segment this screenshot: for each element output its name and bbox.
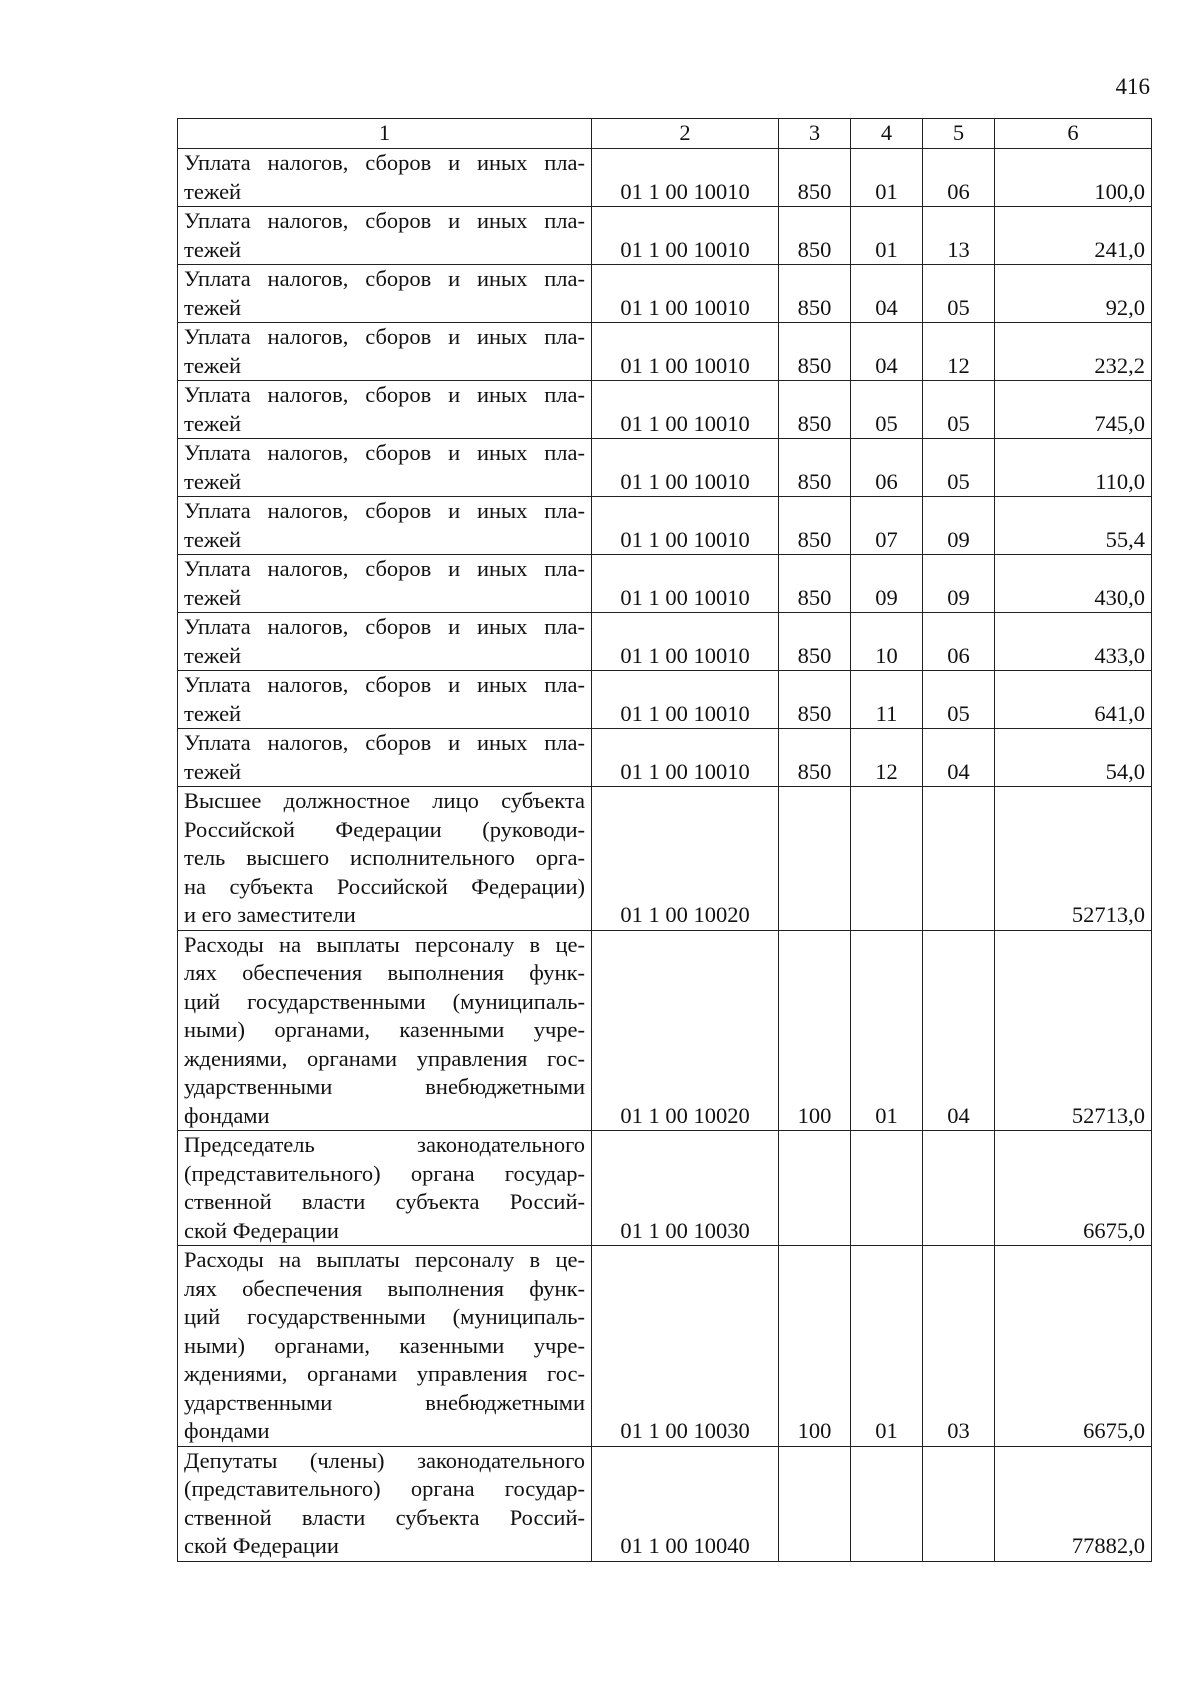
target-article-code-cell: 01 1 00 10030 <box>592 1246 779 1447</box>
section-cell: 11 <box>851 671 923 729</box>
subsection-cell: 05 <box>923 671 995 729</box>
subsection-cell <box>923 1131 995 1246</box>
header-col-4: 4 <box>851 119 923 149</box>
header-col-2: 2 <box>592 119 779 149</box>
expense-type-cell <box>779 1446 851 1561</box>
budget-table <box>177 118 1152 1562</box>
amount-cell: 745,0 <box>995 381 1152 439</box>
expense-type-cell: 100 <box>779 1246 851 1447</box>
target-article-code-cell: 01 1 00 10010 <box>592 497 779 555</box>
table-row <box>178 207 1152 265</box>
section-cell: 07 <box>851 497 923 555</box>
amount-cell: 641,0 <box>995 671 1152 729</box>
expense-type-cell: 850 <box>779 729 851 787</box>
section-cell: 09 <box>851 555 923 613</box>
section-cell: 05 <box>851 381 923 439</box>
expense-type-cell: 850 <box>779 671 851 729</box>
expense-type-cell: 850 <box>779 555 851 613</box>
amount-cell: 232,2 <box>995 323 1152 381</box>
subsection-cell: 05 <box>923 381 995 439</box>
section-cell: 01 <box>851 207 923 265</box>
expense-type-cell: 850 <box>779 613 851 671</box>
expense-type-cell <box>779 787 851 931</box>
target-article-code-cell: 01 1 00 10010 <box>592 323 779 381</box>
table-row <box>178 265 1152 323</box>
table-row <box>178 439 1152 497</box>
amount-cell: 92,0 <box>995 265 1152 323</box>
subsection-cell: 05 <box>923 439 995 497</box>
table-body <box>178 149 1152 1562</box>
row-name-cell: Председатель законодательного (представительного) органа государ- ственной власти субъекта Россий- ской Федерации <box>178 1131 592 1246</box>
row-name-cell: Уплата налогов, сборов и иных пла- тежей <box>178 555 592 613</box>
amount-cell: 52713,0 <box>995 930 1152 1131</box>
row-name-cell: Уплата налогов, сборов и иных пла- тежей <box>178 149 592 207</box>
expense-type-cell: 850 <box>779 149 851 207</box>
table-row <box>178 930 1152 1131</box>
table-row <box>178 149 1152 207</box>
subsection-cell: 05 <box>923 265 995 323</box>
section-cell: 01 <box>851 930 923 1131</box>
table-row <box>178 729 1152 787</box>
section-cell: 06 <box>851 439 923 497</box>
row-name-cell: Уплата налогов, сборов и иных пла- тежей <box>178 381 592 439</box>
section-cell: 10 <box>851 613 923 671</box>
expense-type-cell: 850 <box>779 381 851 439</box>
subsection-cell: 09 <box>923 555 995 613</box>
amount-cell: 433,0 <box>995 613 1152 671</box>
target-article-code-cell: 01 1 00 10040 <box>592 1446 779 1561</box>
expense-type-cell <box>779 1131 851 1246</box>
row-name-cell: Уплата налогов, сборов и иных пла- тежей <box>178 323 592 381</box>
expense-type-cell: 850 <box>779 439 851 497</box>
subsection-cell: 06 <box>923 613 995 671</box>
target-article-code-cell: 01 1 00 10010 <box>592 671 779 729</box>
subsection-cell: 13 <box>923 207 995 265</box>
row-name-cell: Уплата налогов, сборов и иных пла- тежей <box>178 671 592 729</box>
target-article-code-cell: 01 1 00 10030 <box>592 1131 779 1246</box>
subsection-cell: 04 <box>923 729 995 787</box>
page-number: 416 <box>1115 74 1150 99</box>
target-article-code-cell: 01 1 00 10010 <box>592 265 779 323</box>
subsection-cell: 12 <box>923 323 995 381</box>
amount-cell: 54,0 <box>995 729 1152 787</box>
expense-type-cell: 100 <box>779 930 851 1131</box>
subsection-cell: 03 <box>923 1246 995 1447</box>
amount-cell: 77882,0 <box>995 1446 1152 1561</box>
table-row <box>178 1246 1152 1447</box>
subsection-cell <box>923 787 995 931</box>
target-article-code-cell: 01 1 00 10010 <box>592 439 779 497</box>
table-row <box>178 323 1152 381</box>
table-row <box>178 555 1152 613</box>
row-name-cell: Уплата налогов, сборов и иных пла- тежей <box>178 265 592 323</box>
target-article-code-cell: 01 1 00 10010 <box>592 729 779 787</box>
expense-type-cell: 850 <box>779 207 851 265</box>
subsection-cell <box>923 1446 995 1561</box>
amount-cell: 52713,0 <box>995 787 1152 931</box>
target-article-code-cell: 01 1 00 10010 <box>592 555 779 613</box>
table-row <box>178 497 1152 555</box>
section-cell: 12 <box>851 729 923 787</box>
header-col-6: 6 <box>995 119 1152 149</box>
amount-cell: 6675,0 <box>995 1246 1152 1447</box>
table-row <box>178 671 1152 729</box>
row-name-cell: Расходы на выплаты персоналу в це- лях обеспечения выполнения функ- ций государственными (муниципаль- ными) органами, казенными учре- ждениями, органами управления гос- ударственными внебюджетными фондами <box>178 930 592 1131</box>
table-row <box>178 787 1152 931</box>
row-name-cell: Расходы на выплаты персоналу в це- лях обеспечения выполнения функ- ций государственными (муниципаль- ными) органами, казенными учре- ждениями, органами управления гос- ударственными внебюджетными фондами <box>178 1246 592 1447</box>
target-article-code-cell: 01 1 00 10010 <box>592 381 779 439</box>
row-name-cell: Высшее должностное лицо субъекта Российской Федерации (руководи- тель высшего исполнительного орга- на субъекта Российской Федерации) и его заместители <box>178 787 592 931</box>
section-cell <box>851 787 923 931</box>
target-article-code-cell: 01 1 00 10020 <box>592 787 779 931</box>
section-cell: 04 <box>851 323 923 381</box>
row-name-cell: Депутаты (члены) законодательного (представительного) органа государ- ственной власти субъекта Россий- ской Федерации <box>178 1446 592 1561</box>
section-cell: 01 <box>851 149 923 207</box>
amount-cell: 6675,0 <box>995 1131 1152 1246</box>
table-row <box>178 1446 1152 1561</box>
amount-cell: 100,0 <box>995 149 1152 207</box>
target-article-code-cell: 01 1 00 10010 <box>592 207 779 265</box>
subsection-cell: 04 <box>923 930 995 1131</box>
subsection-cell: 06 <box>923 149 995 207</box>
header-col-5: 5 <box>923 119 995 149</box>
expense-type-cell: 850 <box>779 265 851 323</box>
expense-type-cell: 850 <box>779 323 851 381</box>
table-row <box>178 1131 1152 1246</box>
row-name-cell: Уплата налогов, сборов и иных пла- тежей <box>178 613 592 671</box>
row-name-cell: Уплата налогов, сборов и иных пла- тежей <box>178 729 592 787</box>
expense-type-cell: 850 <box>779 497 851 555</box>
target-article-code-cell: 01 1 00 10010 <box>592 149 779 207</box>
subsection-cell: 09 <box>923 497 995 555</box>
table-row <box>178 381 1152 439</box>
header-row <box>178 119 1152 149</box>
amount-cell: 241,0 <box>995 207 1152 265</box>
target-article-code-cell: 01 1 00 10010 <box>592 613 779 671</box>
table-row <box>178 613 1152 671</box>
row-name-cell: Уплата налогов, сборов и иных пла- тежей <box>178 497 592 555</box>
header-col-1: 1 <box>178 119 592 149</box>
section-cell: 01 <box>851 1246 923 1447</box>
row-name-cell: Уплата налогов, сборов и иных пла- тежей <box>178 207 592 265</box>
section-cell: 04 <box>851 265 923 323</box>
header-col-3: 3 <box>779 119 851 149</box>
target-article-code-cell: 01 1 00 10020 <box>592 930 779 1131</box>
amount-cell: 55,4 <box>995 497 1152 555</box>
amount-cell: 430,0 <box>995 555 1152 613</box>
amount-cell: 110,0 <box>995 439 1152 497</box>
section-cell <box>851 1131 923 1246</box>
row-name-cell: Уплата налогов, сборов и иных пла- тежей <box>178 439 592 497</box>
section-cell <box>851 1446 923 1561</box>
